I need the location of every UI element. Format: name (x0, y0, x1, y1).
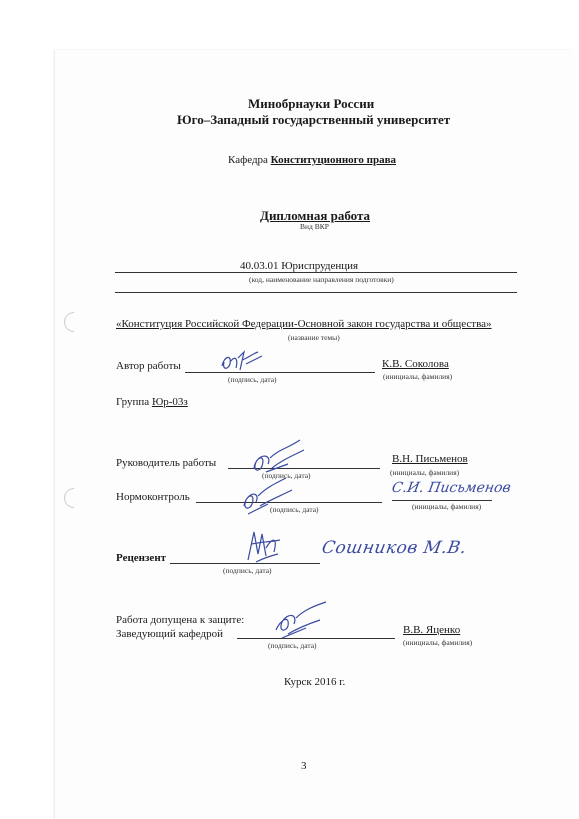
author-initials-caption: (инициалы, фамилия) (383, 372, 453, 381)
author-label: Автор работы (116, 360, 181, 372)
supervisor-name: В.Н. Письменов (392, 453, 468, 465)
normcontrol-label: Нормоконтроль (116, 491, 190, 503)
normcontrol-sign-caption: (подпись, дата) (270, 505, 319, 514)
specialty-second-line (115, 292, 517, 293)
specialty-caption: (код, наименование направления подготовки) (249, 275, 394, 284)
author-sign-caption: (подпись, дата) (228, 375, 277, 384)
reviewer-sign-caption: (подпись, дата) (223, 566, 272, 575)
topic-value: «Конституция Российской Федерации-Основной закон государства и общества» (116, 318, 492, 330)
group-label: Группа (116, 396, 150, 408)
department-prefix: Кафедра (228, 154, 268, 166)
reviewer-signature (240, 524, 290, 568)
work-type-title: Дипломная работа (260, 208, 371, 223)
city-year: Курск 2016 г. (284, 676, 346, 688)
specialty-underline (115, 272, 517, 273)
normcontrol-signature (238, 474, 298, 516)
supervisor-sign-caption: (подпись, дата) (262, 471, 311, 480)
university-heading: Юго–Западный государственный университет (177, 112, 451, 127)
department-name: Конституционного права (270, 154, 397, 166)
ministry-heading: Минобрнауки России (248, 96, 375, 111)
group-line (116, 396, 188, 408)
page-number: 3 (301, 760, 307, 772)
topic-caption: (название темы) (288, 333, 340, 342)
supervisor-label: Руководитель работы (116, 457, 217, 469)
group-value: Юр-03з (151, 396, 188, 408)
reviewer-handwritten-name: Сошников М.В. (320, 538, 469, 558)
admission-line-1: Работа допущена к защите: (116, 614, 245, 626)
normcontrol-name-line (392, 500, 492, 501)
reviewer-label: Рецензент (116, 552, 167, 564)
normcontrol-initials-caption: (инициалы, фамилия) (412, 502, 482, 511)
specialty-value: 40.03.01 Юриспруденция (240, 260, 359, 272)
supervisor-signature (248, 438, 318, 478)
supervisor-initials-caption: (инициалы, фамилия) (390, 468, 460, 477)
author-name: К.В. Соколова (382, 358, 449, 370)
normcontrol-handwritten-name: С.И. Письменов (390, 480, 513, 496)
head-initials-caption: (инициалы, фамилия) (403, 638, 473, 647)
head-sign-caption: (подпись, дата) (268, 641, 317, 650)
author-signature-line (185, 372, 375, 373)
admission-line-2: Заведующий кафедрой (116, 628, 223, 640)
head-name: В.В. Яценко (403, 624, 461, 636)
head-signature (270, 600, 330, 640)
author-signature (218, 348, 268, 376)
work-type-caption: Вид ВКР (300, 222, 329, 231)
department-line (228, 154, 396, 166)
